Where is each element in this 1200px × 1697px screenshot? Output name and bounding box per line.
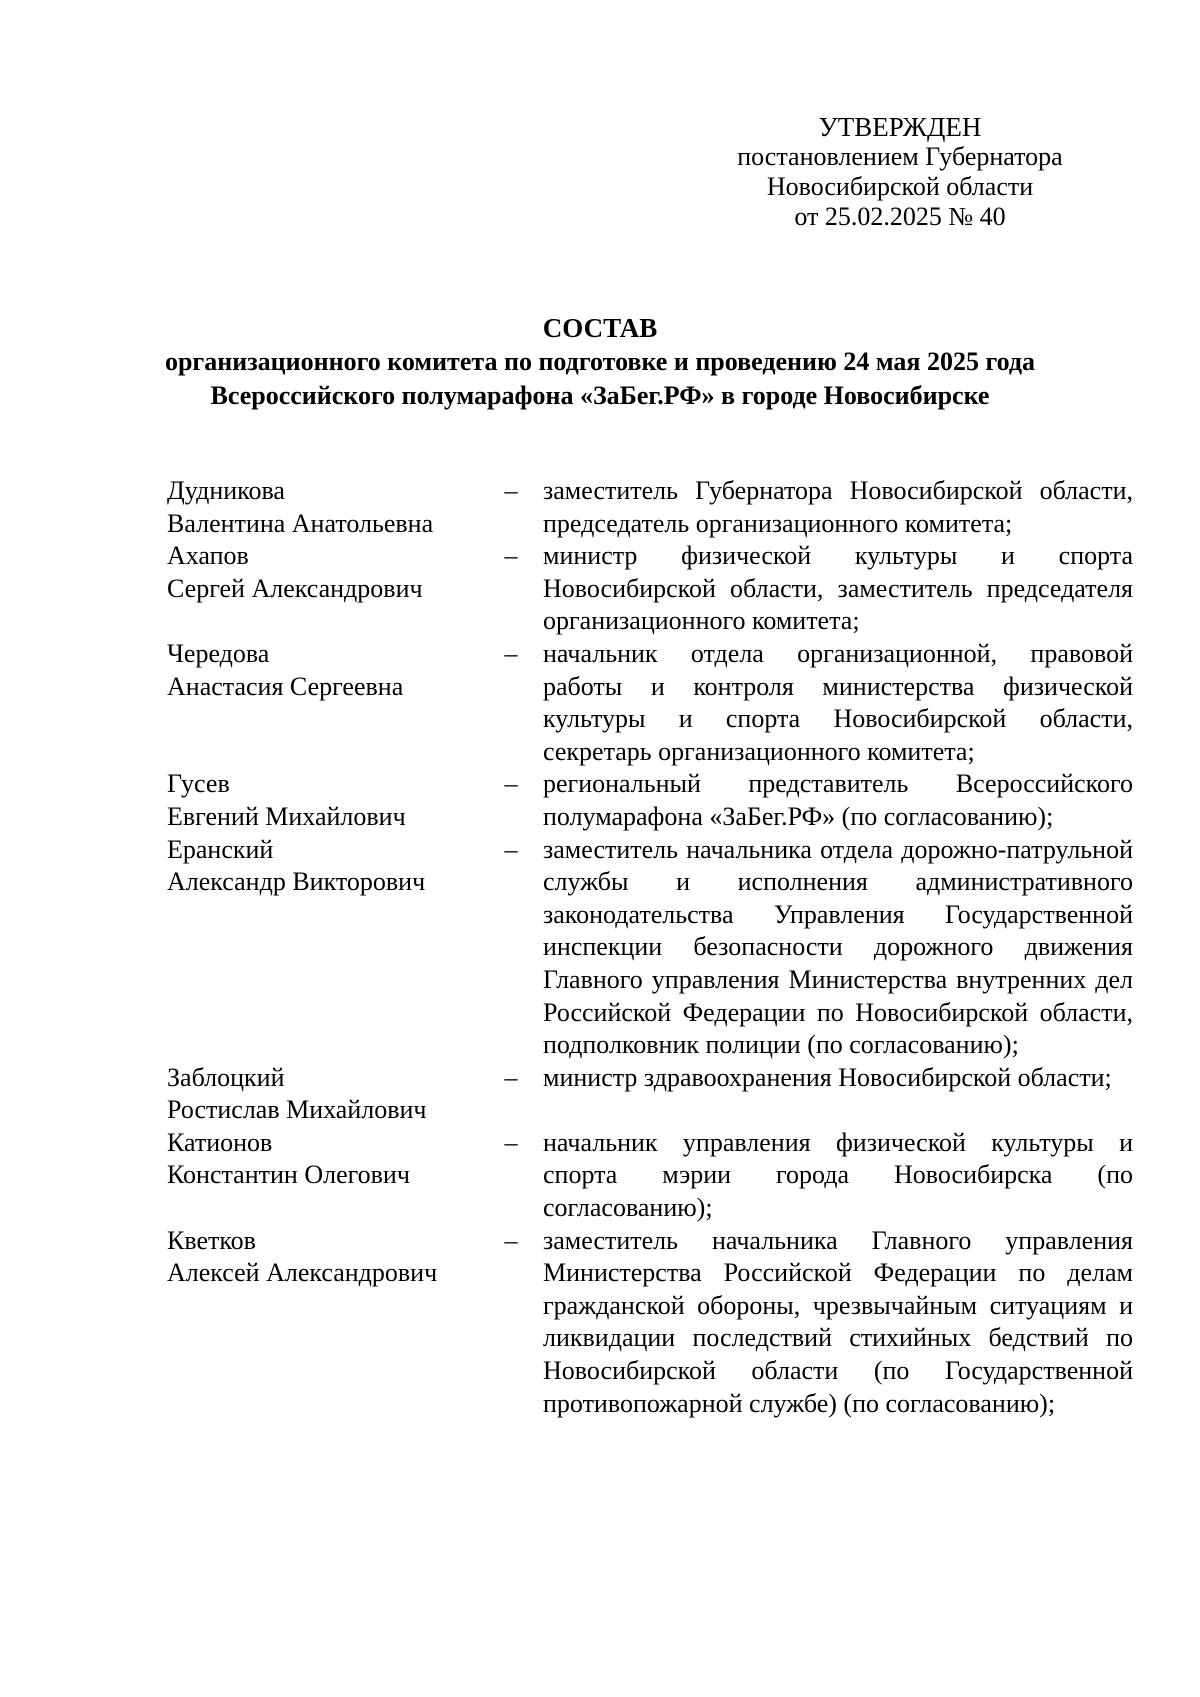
approved-label: УТВЕРЖДЕН xyxy=(818,112,982,142)
title-main: СОСТАВ xyxy=(542,313,658,343)
dash-separator: – xyxy=(504,834,518,864)
member-surname: Чередова xyxy=(167,638,270,668)
dash-separator: – xyxy=(504,638,518,668)
member-position: заместитель Губернатора Новосибирской области, председатель организационного комитета; xyxy=(543,476,1133,538)
member-row xyxy=(167,475,1133,540)
member-surname: Катионов xyxy=(167,1127,273,1157)
member-surname: Еранский xyxy=(167,834,274,864)
approval-stamp xyxy=(700,112,1100,232)
dash-separator: – xyxy=(504,476,518,505)
dash-separator: – xyxy=(504,1062,518,1092)
member-position: региональный представитель Всероссийского полумарафона «ЗаБег.РФ» (по согласованию); xyxy=(543,769,1133,831)
member-row xyxy=(167,1225,1133,1421)
member-given-names: Сергей Александрович xyxy=(167,573,423,603)
dash-separator: – xyxy=(504,541,518,571)
member-name xyxy=(167,834,487,899)
member-row xyxy=(167,1062,1130,1127)
member-row xyxy=(167,638,1133,768)
member-name xyxy=(167,1127,487,1192)
member-name xyxy=(167,768,487,833)
member-position: начальник отдела организационной, правовой работы и контроля министерства физической культуры и спорта Новосибирской области, секретарь организационного комитета; xyxy=(543,638,1133,766)
title-subtitle-line1: организационного комитета по подготовке и проведению 24 мая 2025 года xyxy=(164,347,1036,376)
dash-separator: – xyxy=(504,1225,518,1255)
member-name xyxy=(167,540,487,605)
approval-date-number: от 25.02.2025 № 40 xyxy=(794,202,1006,231)
member-name xyxy=(167,1225,487,1290)
member-row xyxy=(167,768,1133,833)
member-surname: Дудникова xyxy=(167,476,285,505)
member-position: заместитель начальника отдела дорожно-патрульной службы и исполнения административного законодательства Управления Государственной инспекции безопасности дорожного движения Главного управления Министерства внутренних дел Российской Федерации по Новосибирской области, подполковник полиции (по согласованию); xyxy=(543,834,1133,1060)
member-surname: Заблоцкий xyxy=(167,1062,285,1092)
title-subtitle-line2: Всероссийского полумарафона «ЗаБег.РФ» в городе Новосибирске xyxy=(210,381,990,410)
dash-separator: – xyxy=(504,1127,518,1157)
member-given-names: Ростислав Михайлович xyxy=(167,1095,427,1125)
document-title xyxy=(100,311,1100,413)
member-name xyxy=(167,638,487,703)
member-row xyxy=(167,540,1133,638)
member-given-names: Константин Олегович xyxy=(167,1160,410,1190)
member-surname: Кветков xyxy=(167,1225,256,1255)
member-given-names: Анастасия Сергеевна xyxy=(167,671,404,701)
member-surname: Гусев xyxy=(167,769,230,799)
member-position: министр физической культуры и спорта Новосибирской области, заместитель председателя организационного комитета; xyxy=(543,541,1133,636)
member-row xyxy=(167,1127,1133,1225)
committee-members-list xyxy=(167,475,1133,1420)
member-position: заместитель начальника Главного управления Министерства Российской Федерации по делам гражданской обороны, чрезвычайным ситуациям и ликвидации последствий стихийных бедствий по Новосибирской области (по Государственной противопожарной службе) (по согласованию); xyxy=(543,1225,1133,1418)
member-name xyxy=(167,475,487,540)
member-surname: Ахапов xyxy=(167,541,249,571)
member-given-names: Евгений Михайлович xyxy=(167,801,406,831)
member-given-names: Алексей Александрович xyxy=(167,1258,438,1288)
dash-separator: – xyxy=(504,769,518,799)
member-name xyxy=(167,1062,487,1127)
member-position: начальник управления физической культуры и спорта мэрии города Новосибирска (по согласованию); xyxy=(543,1127,1133,1223)
member-given-names: Валентина Анатольевна xyxy=(167,508,434,538)
member-given-names: Александр Викторович xyxy=(167,867,426,897)
approval-region-line: Новосибирской области xyxy=(766,172,1034,201)
member-position: министр здравоохранения Новосибирской области; xyxy=(543,1062,1112,1092)
member-row xyxy=(167,834,1133,1062)
approval-decree-line: постановлением Губернатора xyxy=(737,142,1063,171)
